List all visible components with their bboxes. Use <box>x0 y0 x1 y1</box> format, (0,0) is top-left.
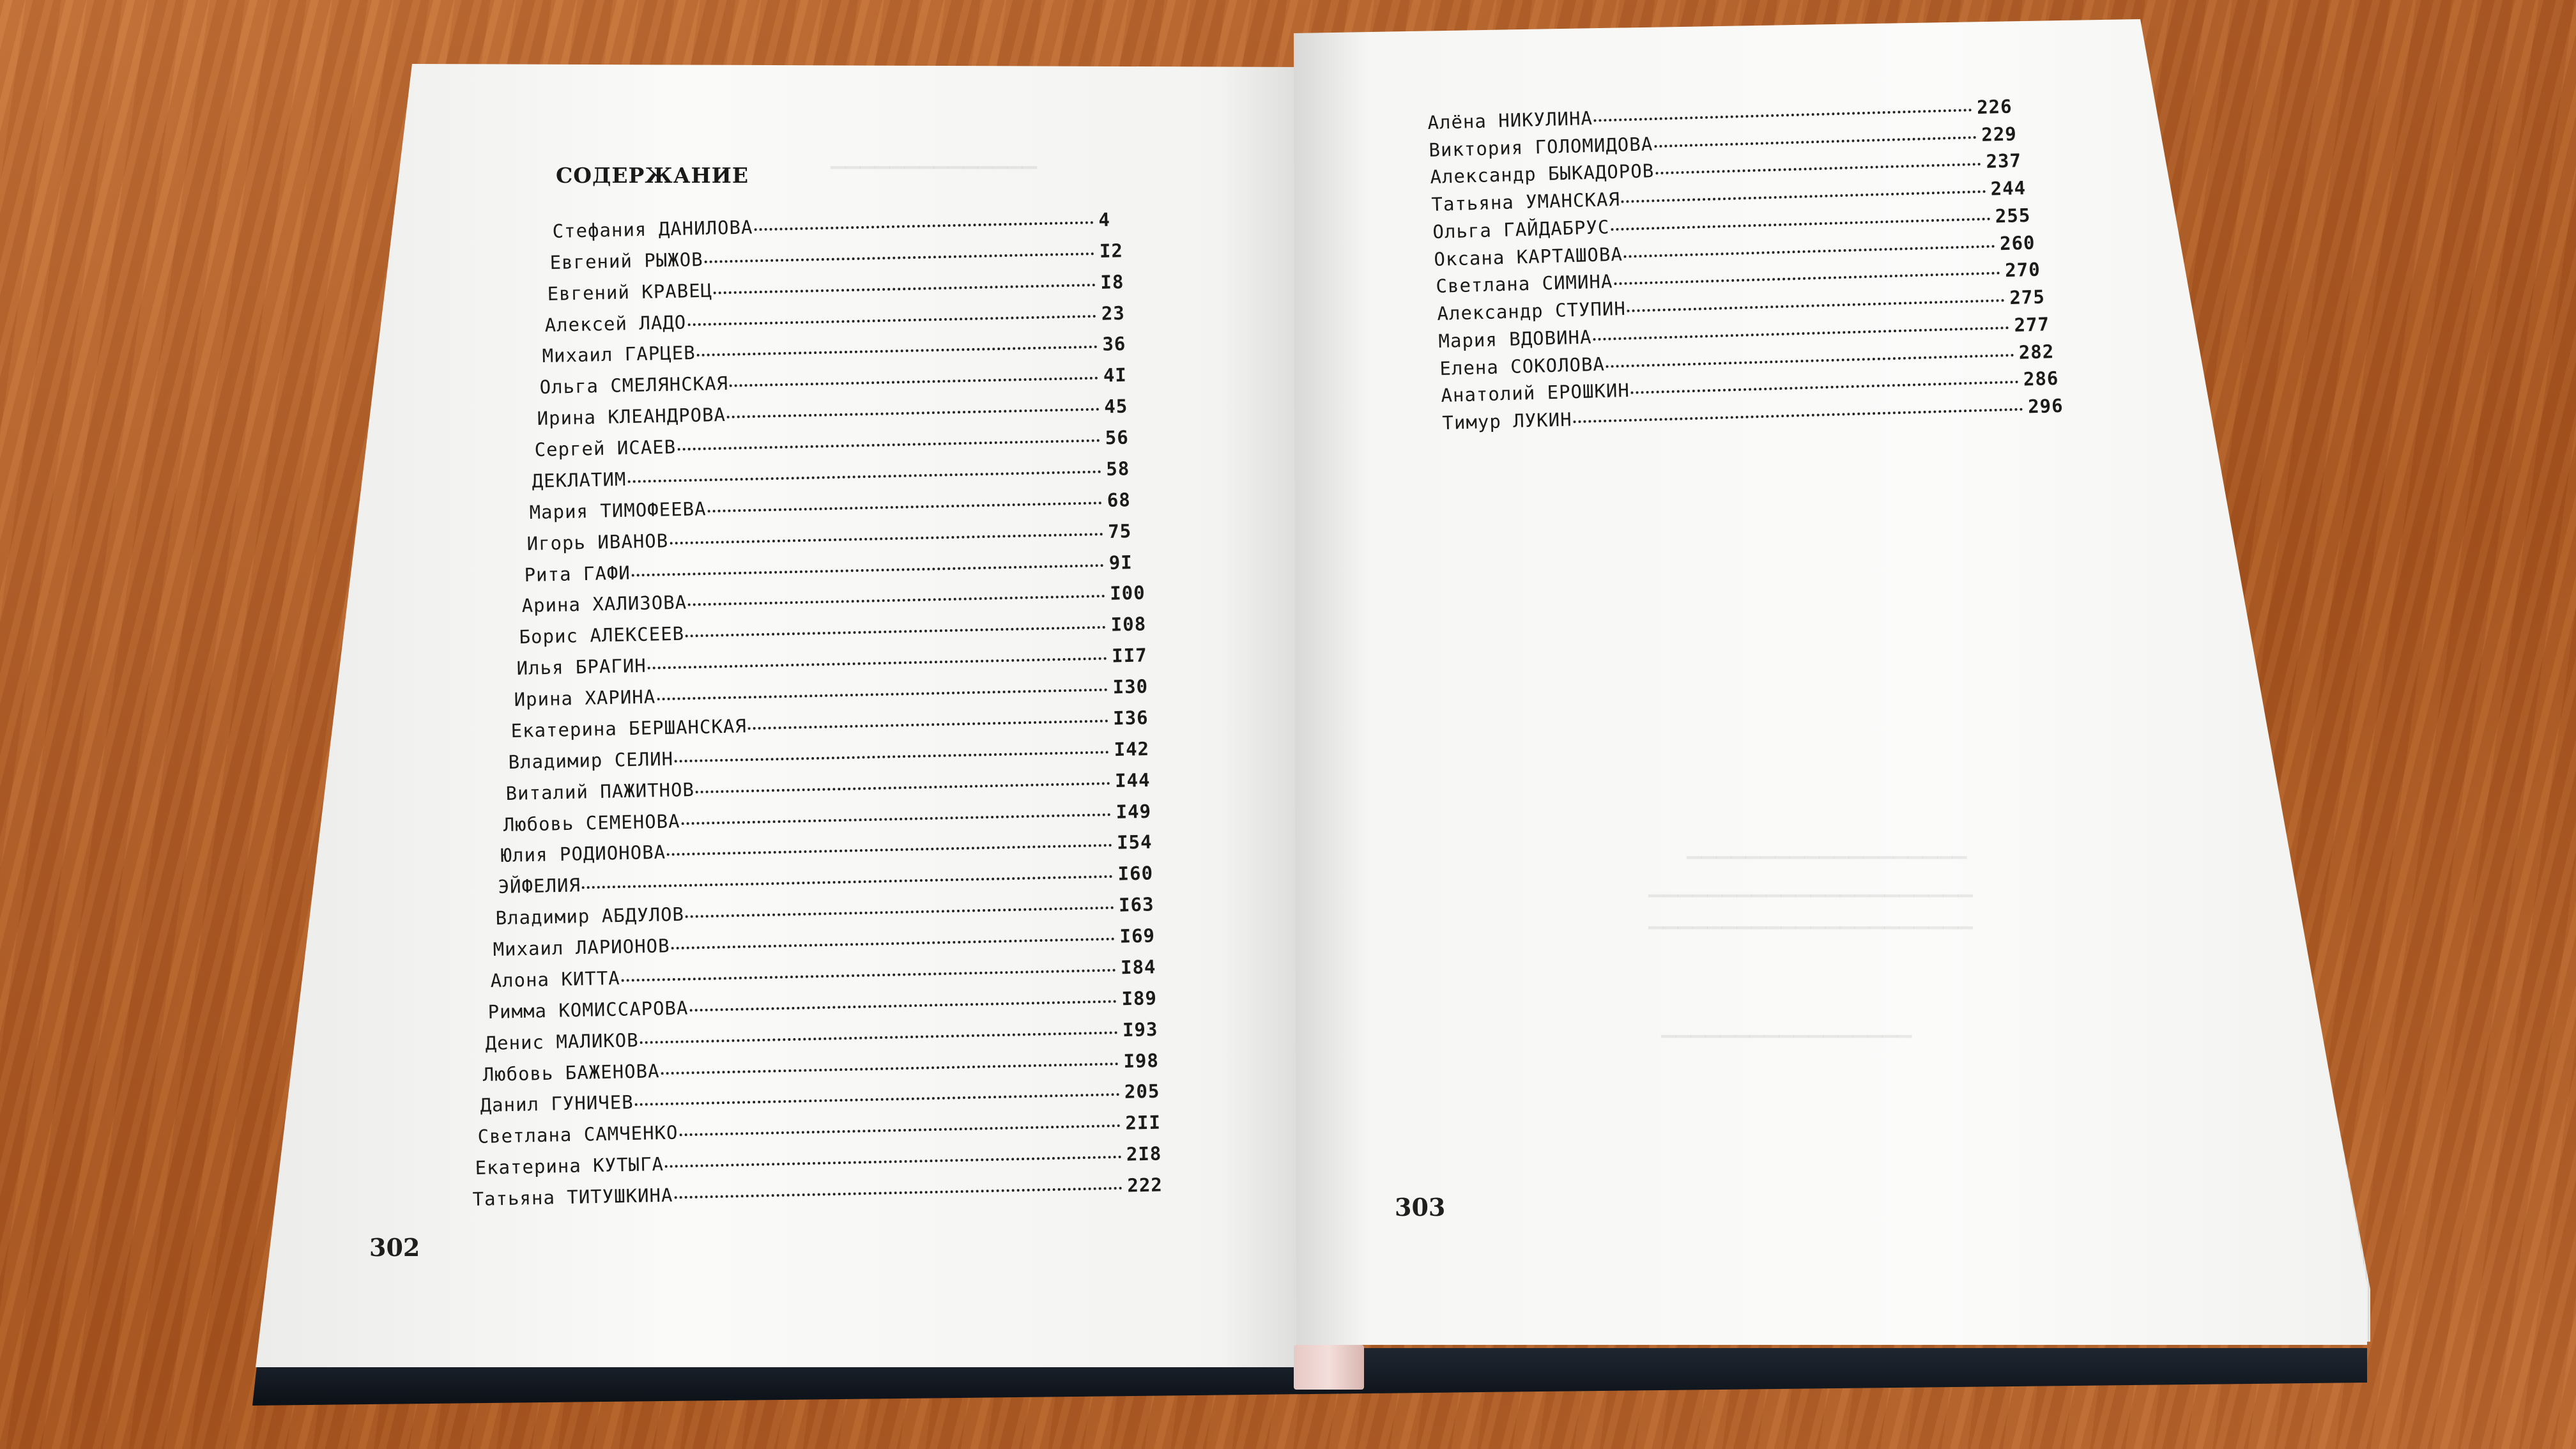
toc-entry-page: 237 <box>1986 150 2022 173</box>
bleed-through-text: ▁▁▁▁▁▁▁▁▁▁▁▁▁▁▁▁▁▁▁ <box>1687 837 1967 859</box>
toc-leader-dots <box>622 969 1116 981</box>
toc-entry-author: Илья БРАГИН <box>516 654 647 680</box>
bleed-through-text: ▁▁▁▁▁▁▁▁▁▁▁▁▁▁▁▁▁▁▁▁▁▁ <box>1648 907 1973 930</box>
toc-leader-dots <box>627 470 1101 483</box>
toc-leader-dots <box>671 938 1115 950</box>
toc-entry-page: I69 <box>1119 924 1156 947</box>
left-page-number: 302 <box>369 1233 420 1262</box>
toc-entry-author: Михаил ЛАРИОНОВ <box>493 935 671 961</box>
toc-entry-author: Борис АЛЕКСЕЕВ <box>518 622 684 648</box>
toc-leader-dots <box>714 284 1095 295</box>
toc-leader-dots <box>665 1156 1121 1168</box>
toc-entry-page: 68 <box>1107 489 1131 511</box>
toc-entry-page: 23 <box>1101 302 1126 325</box>
toc-leader-dots <box>674 1187 1122 1199</box>
toc-leader-dots <box>705 252 1094 263</box>
toc-entry-page: 286 <box>2023 367 2059 390</box>
toc-entry-author: Екатерина БЕРШАНСКАЯ <box>510 715 747 742</box>
toc-entry-page: 9I <box>1108 551 1133 574</box>
toc-entry-author: Михаил ГАРЦЕВ <box>542 342 696 367</box>
toc-entry-author: Мария ВДОВИНА <box>1438 326 1592 352</box>
book-spine-edge <box>1294 1345 1364 1390</box>
toc-entry-author: Оксана КАРТАШОВА <box>1434 243 1623 270</box>
toc-leader-dots <box>696 782 1110 793</box>
toc-entry-page: 205 <box>1124 1080 1160 1103</box>
toc-leader-dots <box>657 689 1108 701</box>
toc-entry-author: Светлана САМЧЕНКО <box>477 1121 678 1148</box>
toc-entry-author: Екатерина КУТЫГА <box>475 1153 664 1179</box>
toc-entry-page: I93 <box>1122 1018 1158 1041</box>
toc-leader-dots <box>727 408 1099 418</box>
toc-entry-author: Алексей ЛАДО <box>544 310 687 336</box>
toc-leader-dots <box>687 315 1096 326</box>
bleed-through-text: ▁▁▁▁▁▁▁▁▁▁▁▁▁▁ <box>831 147 1037 169</box>
toc-leader-dots <box>1624 245 1995 257</box>
toc-leader-dots <box>631 564 1103 576</box>
toc-leader-dots <box>1594 109 1972 122</box>
toc-entry-page: I54 <box>1117 831 1153 854</box>
toc-entry-author: ЭЙФЕЛИЯ <box>498 874 581 898</box>
toc-entry-author: Мария ТИМОФЕЕВА <box>528 498 707 523</box>
toc-leader-dots <box>647 657 1107 670</box>
toc-entry-author: Евгений РЫЖОВ <box>549 248 703 273</box>
toc-leader-dots <box>707 502 1101 512</box>
toc-leader-dots <box>754 221 1093 231</box>
toc-entry-author: Александр БЫКАДОРОВ <box>1430 160 1655 188</box>
toc-leader-dots <box>670 533 1103 544</box>
bleed-through-text: ▁▁▁▁▁▁▁▁▁▁▁▁▁▁▁▁▁▁▁▁▁▁ <box>1648 875 1973 898</box>
toc-entry-page: 277 <box>2013 313 2050 336</box>
toc-entry-page: I49 <box>1116 800 1152 823</box>
toc-leader-dots <box>686 907 1114 918</box>
toc-entry-author: Алона КИТТА <box>490 967 621 992</box>
toc-leader-dots <box>679 1124 1120 1136</box>
toc-entry-page: I42 <box>1114 737 1150 760</box>
toc-entry-author: Ирина ХАРИНА <box>513 686 656 711</box>
toc-entry-author: Тимур ЛУКИН <box>1442 408 1572 434</box>
toc-entry-page: 270 <box>2004 258 2041 282</box>
toc-entry-page: I2 <box>1099 240 1124 262</box>
toc-entry-author: Любовь БАЖЕНОВА <box>482 1059 660 1085</box>
toc-entry-author: Ольга СМЕЛЯНСКАЯ <box>539 372 729 399</box>
toc-entry-page: II7 <box>1111 644 1147 667</box>
toc-entry-page: 58 <box>1105 457 1130 480</box>
toc-entry-author: Светлана СИМИНА <box>1435 270 1613 298</box>
toc-leader-dots <box>677 440 1100 451</box>
toc-entry-page: I89 <box>1121 986 1158 1009</box>
toc-entry-page: I98 <box>1123 1049 1160 1072</box>
toc-leader-dots <box>1655 163 1981 174</box>
toc-entry-author: Данил ГУНИЧЕВ <box>480 1091 634 1117</box>
toc-entry-author: Виталий ПАЖИТНОВ <box>505 778 695 804</box>
toc-entry-page: I44 <box>1115 769 1151 792</box>
toc-leader-dots <box>667 844 1112 856</box>
toc-leader-dots <box>696 346 1097 356</box>
toc-entry-page: 226 <box>1976 95 2013 118</box>
toc-leader-dots <box>1611 218 1991 231</box>
toc-leader-dots <box>686 626 1106 638</box>
toc-leader-dots <box>682 813 1111 825</box>
right-page-number: 303 <box>1395 1193 1446 1222</box>
toc-entry-author: Юлия РОДИОНОВА <box>500 841 666 867</box>
toc-entry-author: Елена СОКОЛОВА <box>1439 353 1606 379</box>
toc-entry-author: Арина ХАЛИЗОВА <box>521 592 687 617</box>
toc-entry-page: 255 <box>1995 204 2032 227</box>
toc-leader-dots <box>688 595 1105 606</box>
toc-entry-author: Алёна НИКУЛИНА <box>1427 107 1593 134</box>
toc-entry-page: 229 <box>1981 123 2018 146</box>
toc-leader-dots <box>730 377 1098 387</box>
toc-leader-dots <box>748 719 1108 730</box>
toc-entry-page: I36 <box>1113 707 1149 730</box>
toc-entry-author: Римма КОМИССАРОВА <box>487 997 689 1023</box>
toc-leader-dots <box>661 1062 1119 1075</box>
toc-entry-author: Владимир СЕЛИН <box>508 747 674 773</box>
toc-entry-page: 56 <box>1105 426 1129 449</box>
toc-entry-page: 296 <box>2027 394 2064 418</box>
toc-entry-page: I8 <box>1100 270 1124 293</box>
toc-entry-page: 2I8 <box>1126 1142 1162 1165</box>
toc-leader-dots <box>1621 190 1986 203</box>
toc-entry-author: Татьяна УМАНСКАЯ <box>1431 188 1621 216</box>
toc-entry-author: Ольга ГАЙДАБРУС <box>1432 216 1611 243</box>
toc-entry-page: 244 <box>1990 177 2027 200</box>
toc-entry-page: 36 <box>1101 333 1126 356</box>
toc-leader-dots <box>1654 136 1976 148</box>
toc-leader-dots <box>640 1031 1118 1044</box>
toc-entry-author: Владимир АБДУЛОВ <box>495 903 685 930</box>
toc-entry-author: Александр СТУПИН <box>1436 297 1626 325</box>
bleed-through-text: ▁▁▁▁▁▁▁▁▁▁▁▁▁▁▁▁▁ <box>1661 1016 1912 1038</box>
toc-leader-dots <box>675 751 1110 762</box>
toc-entry-author: Татьяна ТИТУШКИНА <box>472 1184 673 1210</box>
toc-entry-author: Евгений КРАВЕЦ <box>547 279 713 305</box>
toc-entry-page: 282 <box>2018 340 2055 364</box>
contents-title: СОДЕРЖАНИЕ <box>556 163 749 188</box>
toc-leader-dots <box>635 1093 1119 1106</box>
toc-entry-author: ДЕКЛАТИМ <box>532 468 627 492</box>
toc-entry-page: 2II <box>1125 1111 1162 1135</box>
toc-entry-author: Любовь СЕМЕНОВА <box>503 809 681 836</box>
toc-leader-dots <box>690 1000 1117 1011</box>
toc-entry-page: 222 <box>1127 1174 1163 1197</box>
toc-entry-author: Стефания ДАНИЛОВА <box>552 216 753 242</box>
toc-entry-author: Сергей ИСАЕВ <box>534 436 677 461</box>
toc-entry-page: 4I <box>1103 364 1127 387</box>
toc-entry-page: 275 <box>2009 286 2045 309</box>
toc-entry-author: Рита ГАФИ <box>523 562 631 586</box>
toc-entry-page: 4 <box>1098 208 1111 231</box>
toc-entry-author: Анатолий ЕРОШКИН <box>1440 379 1630 407</box>
toc-entry-page: I00 <box>1109 582 1146 605</box>
toc-entry-page: 45 <box>1103 395 1128 418</box>
toc-entry-page: I60 <box>1117 862 1154 885</box>
toc-entry-page: 75 <box>1107 519 1132 542</box>
toc-entry-page: I08 <box>1110 613 1147 636</box>
toc-entry-author: Игорь ИВАНОВ <box>526 530 669 555</box>
toc-entry-author: Денис МАЛИКОВ <box>485 1029 640 1054</box>
toc-entry-page: I63 <box>1118 893 1155 916</box>
toc-entry-page: I84 <box>1120 956 1156 979</box>
toc-entry-author: Ирина КЛЕАНДРОВА <box>537 404 726 430</box>
toc-entry-page: I30 <box>1112 675 1148 698</box>
toc-entry-author: Виктория ГОЛОМИДОВА <box>1429 132 1653 161</box>
toc-entry-page: 260 <box>2000 231 2036 254</box>
